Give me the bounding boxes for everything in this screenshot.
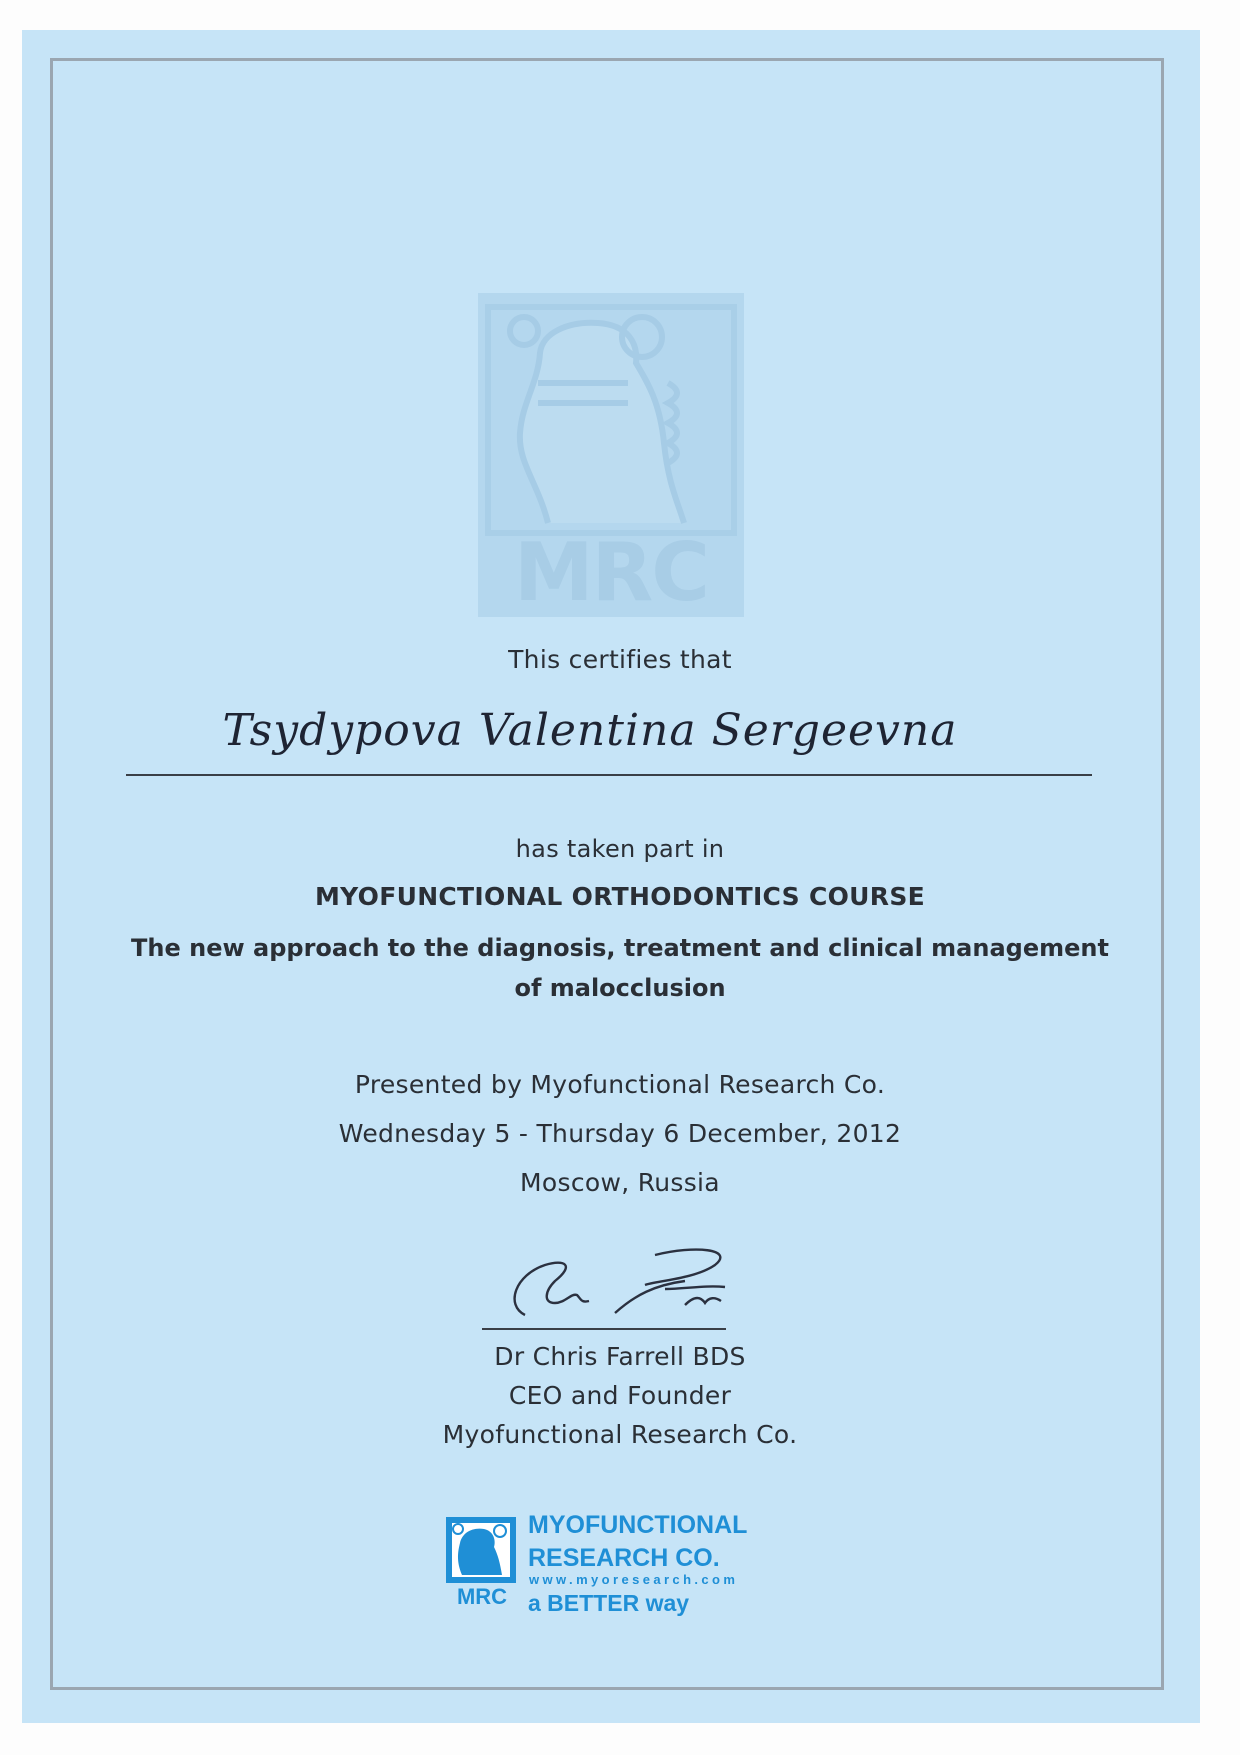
- recipient-underline: [126, 774, 1092, 776]
- signatory-name: Dr Chris Farrell BDS: [494, 1342, 746, 1371]
- company-name-line1: MYOFUNCTIONAL: [528, 1511, 748, 1539]
- handwritten-signature: [485, 1245, 755, 1325]
- course-subtitle: The new approach to the diagnosis, treatment and clinical management of malocclusion: [131, 934, 1109, 1002]
- certifies-text: This certifies that: [508, 645, 732, 674]
- company-tagline: a BETTER way: [528, 1590, 690, 1616]
- watermark-letters: MRC: [514, 526, 708, 619]
- mrc-watermark: [478, 293, 744, 617]
- signature-line: [482, 1328, 726, 1330]
- course-location: Moscow, Russia: [520, 1168, 720, 1197]
- recipient-name: Tsydypova Valentina Sergeevna: [222, 705, 958, 756]
- company-name: [528, 1509, 808, 1575]
- presenter-text: Presented by Myofunctional Research Co.: [354, 1070, 886, 1099]
- company-website: www.myoresearch.com: [529, 1572, 739, 1587]
- signatory-organization: Myofunctional Research Co.: [442, 1420, 798, 1449]
- company-name-line2: RESEARCH CO.: [528, 1544, 720, 1572]
- logo-mark-letters: MRC: [456, 1584, 508, 1607]
- signatory-title: CEO and Founder: [508, 1381, 732, 1410]
- course-title: MYOFUNCTIONAL ORTHODONTICS COURSE: [314, 882, 926, 911]
- mrc-logo-icon: [444, 1515, 520, 1607]
- participation-text: has taken part in: [515, 835, 725, 863]
- course-dates: Wednesday 5 - Thursday 6 December, 2012: [338, 1119, 902, 1148]
